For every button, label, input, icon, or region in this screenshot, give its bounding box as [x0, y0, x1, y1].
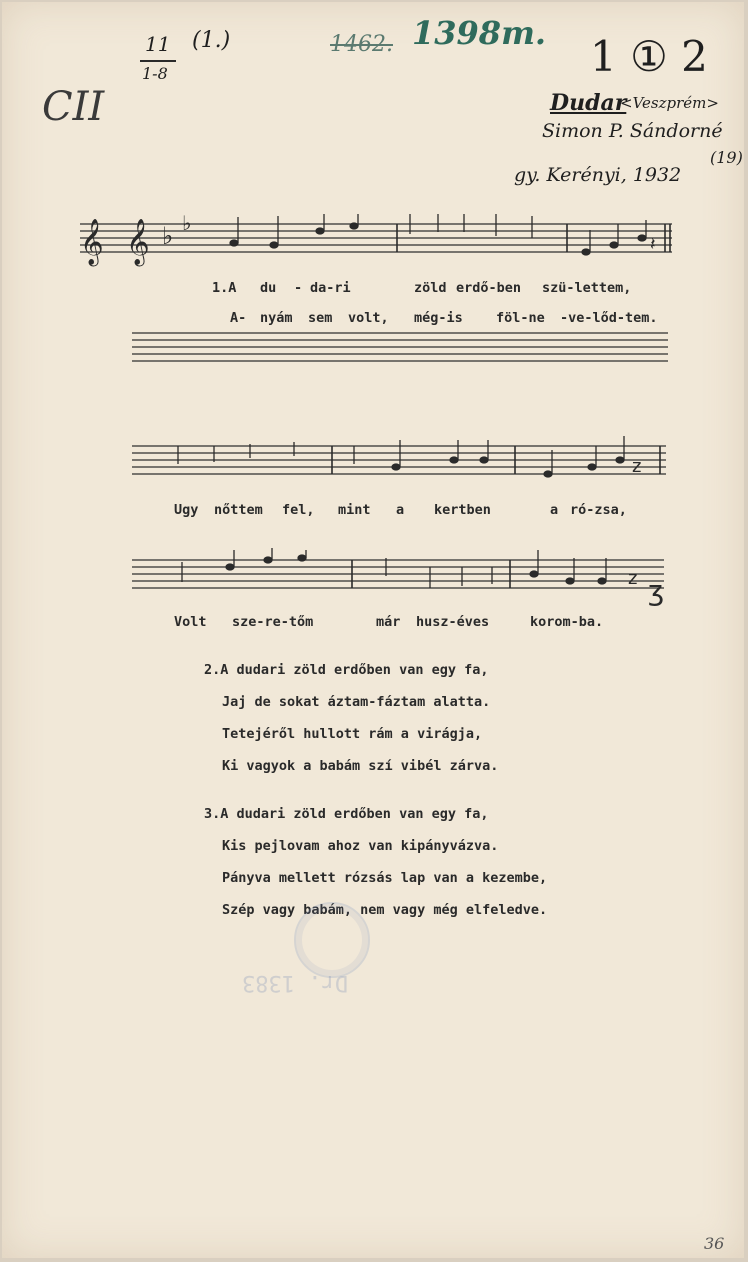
- lyric-syllable: ró-zsa,: [570, 502, 627, 518]
- lyric-syllable: volt,: [348, 310, 389, 326]
- verse-line: Ki vagyok a babám szí vibél zárva.: [222, 758, 499, 774]
- lyric-syllable: föl-ne: [496, 310, 545, 326]
- lyric-syllable: még-is: [414, 310, 463, 326]
- collector-note: gy. Kerényi, 1932: [514, 164, 682, 186]
- lyric-syllable: Volt: [174, 614, 207, 630]
- paren-mark: (1.): [192, 28, 231, 53]
- lyric-syllable: erdő-ben: [456, 280, 522, 296]
- verse-line: 3.A dudari zöld erdőben van egy fa,: [204, 806, 489, 822]
- svg-text:𝄞: 𝄞: [126, 219, 150, 265]
- library-stamp: [294, 902, 370, 978]
- lyric-syllable: kertben: [434, 502, 491, 518]
- lyric-syllable: -: [294, 280, 303, 296]
- manuscript-page: [2, 2, 744, 1258]
- lyric-syllable: már: [376, 614, 401, 630]
- lyric-syllable: da-ri: [310, 280, 351, 296]
- class-mark: CII: [42, 84, 105, 130]
- verse-line: Pányva mellett rózsás lap van a kezembe,: [222, 870, 548, 886]
- svg-text:ʒ: ʒ: [648, 574, 665, 607]
- lyric-syllable: nőttem: [214, 502, 263, 518]
- lyric-syllable: szü-lettem,: [542, 280, 632, 296]
- verse-line: 2.A dudari zöld erdőben van egy fa,: [204, 662, 489, 678]
- svg-text:𝄞: 𝄞: [80, 219, 104, 265]
- page-corner-number: 36: [704, 1234, 725, 1253]
- lyric-syllable: -ve-lőd-tem.: [560, 310, 658, 326]
- singer-age: (19): [710, 148, 743, 167]
- lyric-syllable: nyám: [260, 310, 293, 326]
- stamp-number: Dr. 1383: [242, 970, 348, 995]
- lyric-syllable: 1.A: [212, 280, 237, 296]
- verse-line: Tetejéről hullott rám a virágja,: [222, 726, 483, 742]
- lyric-syllable: a: [396, 502, 405, 518]
- lyric-syllable: mint: [338, 502, 371, 518]
- lyric-syllable: A-: [230, 310, 247, 326]
- svg-text:z: z: [628, 568, 638, 589]
- verse-line: Kis pejlovam ahoz van kipányvázva.: [222, 838, 499, 854]
- lyric-syllable: zöld: [414, 280, 447, 296]
- lyric-syllable: du: [260, 280, 277, 296]
- svg-text:♭: ♭: [182, 211, 192, 235]
- county-name: <Veszprém>: [620, 94, 719, 112]
- lyric-syllable: sem: [308, 310, 333, 326]
- archive-number: 1398m.: [412, 14, 547, 52]
- lyric-syllable: Ugy: [174, 502, 199, 518]
- singer-name: Simon P. Sándorné: [542, 120, 723, 142]
- folio-number: 1 ① 2: [590, 32, 708, 81]
- lyric-syllable: sze-re-tőm: [232, 614, 314, 630]
- fraction-top: 11: [145, 32, 171, 56]
- lyric-syllable: fel,: [282, 502, 315, 518]
- verse-line: Jaj de sokat áztam-fáztam alatta.: [222, 694, 491, 710]
- verse-line: Szép vagy babám, nem vagy még elfeledve.: [222, 902, 548, 918]
- struck-number: 1462.: [330, 32, 393, 57]
- svg-text:𝄽: 𝄽: [650, 234, 656, 255]
- lyric-syllable: husz-éves: [416, 614, 490, 630]
- fraction-bottom: 1-8: [142, 64, 168, 83]
- lyric-syllable: a: [550, 502, 559, 518]
- svg-text:♭: ♭: [162, 222, 174, 250]
- lyric-syllable: korom-ba.: [530, 614, 604, 630]
- place-name: Dudar: [550, 90, 627, 116]
- svg-text:z: z: [632, 456, 642, 477]
